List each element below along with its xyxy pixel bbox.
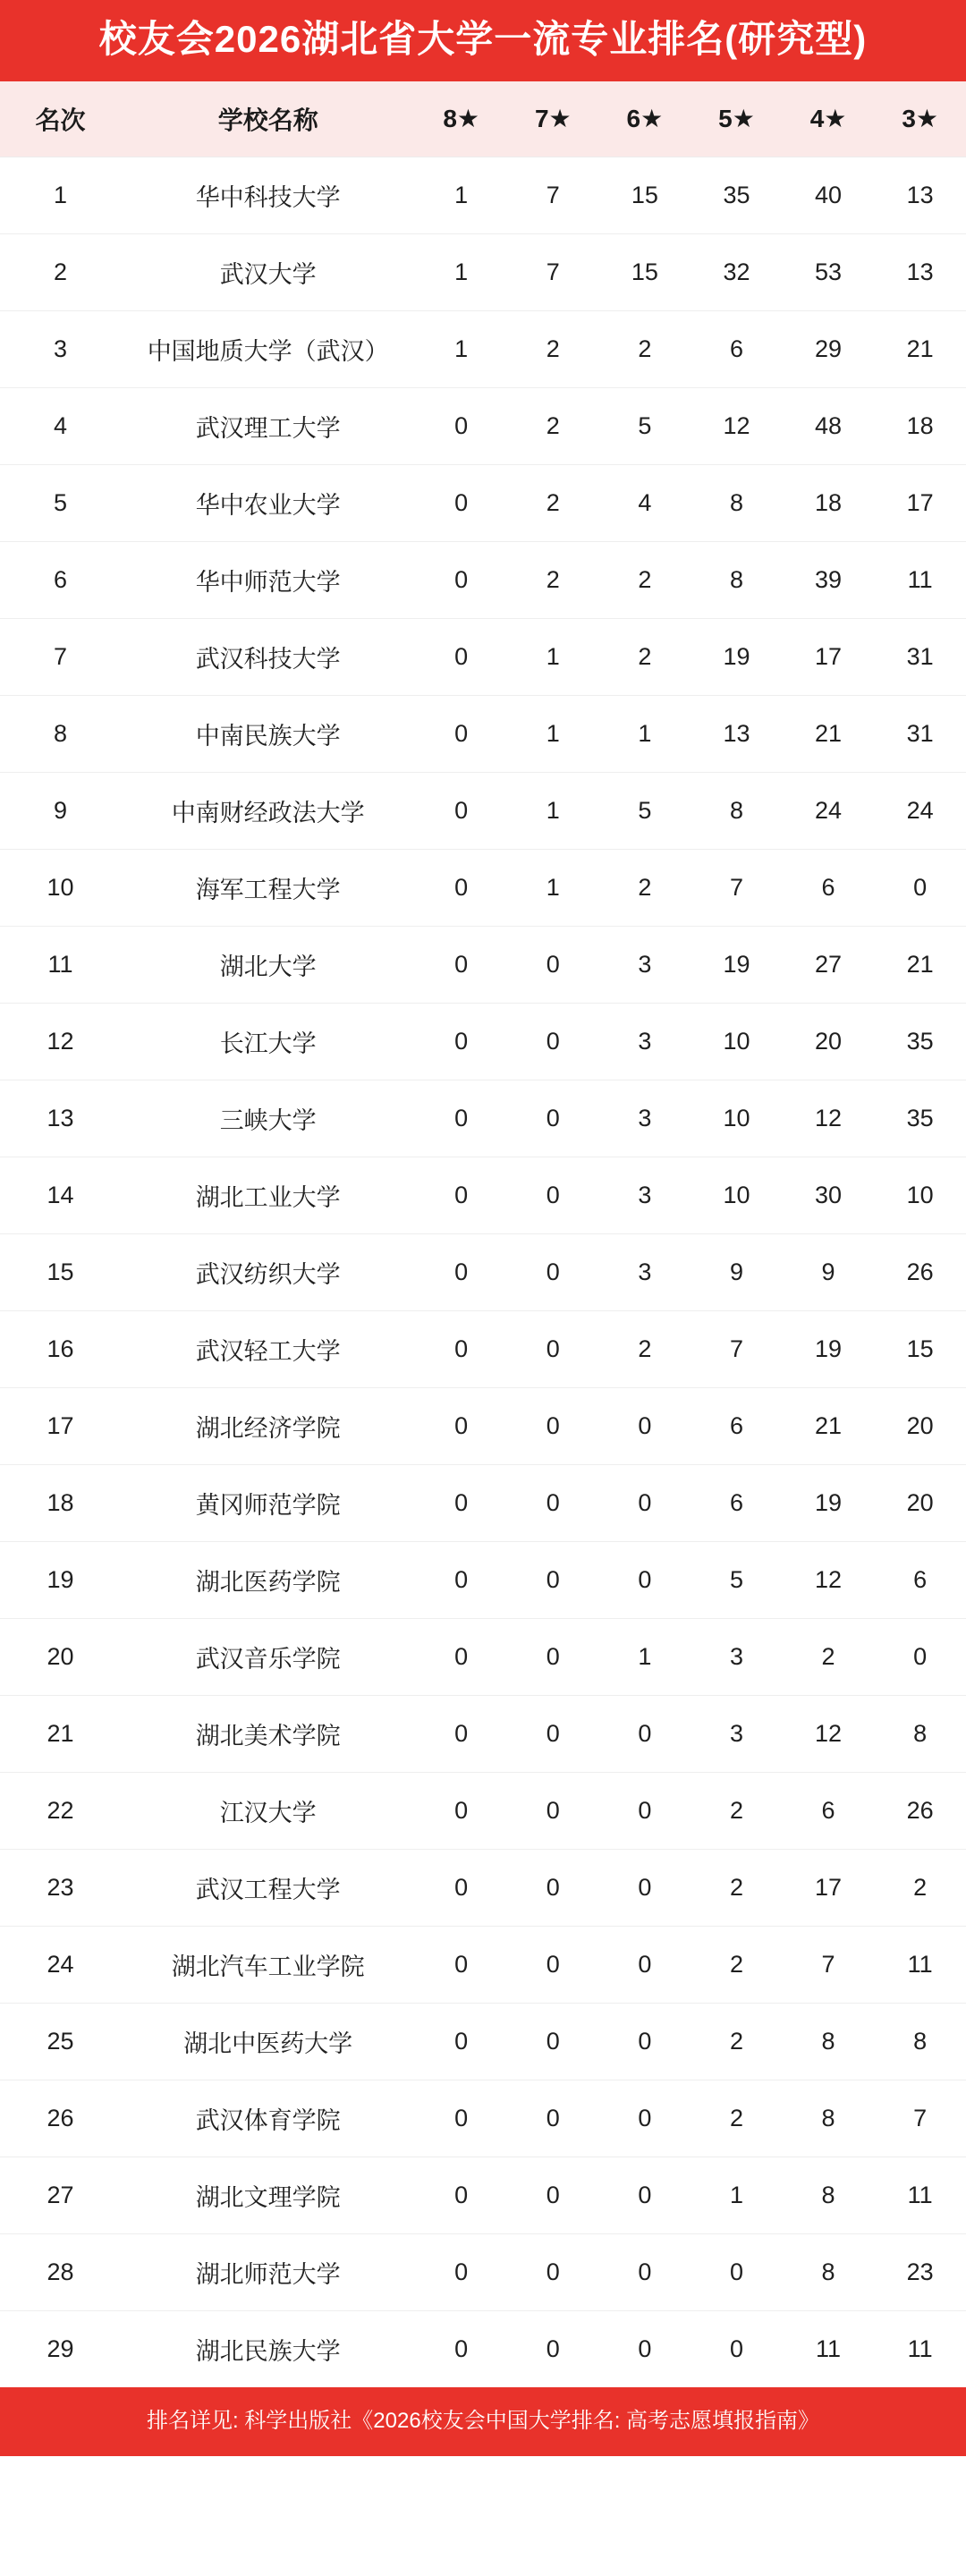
- cell-star6: 2: [599, 849, 691, 926]
- page-title: 校友会2026湖北省大学一流专业排名(研究型): [0, 0, 966, 81]
- cell-star8: 0: [415, 464, 507, 541]
- cell-school: 长江大学: [121, 1003, 415, 1080]
- cell-star5: 7: [691, 849, 783, 926]
- cell-star7: 0: [507, 1618, 599, 1695]
- cell-star3: 18: [874, 387, 966, 464]
- cell-star5: 0: [691, 2233, 783, 2310]
- cell-school: 武汉大学: [121, 233, 415, 310]
- cell-star6: 2: [599, 1310, 691, 1387]
- cell-star7: 2: [507, 541, 599, 618]
- cell-star4: 19: [783, 1464, 875, 1541]
- cell-star3: 0: [874, 1618, 966, 1695]
- cell-rank: 17: [0, 1387, 121, 1464]
- cell-rank: 9: [0, 772, 121, 849]
- cell-star7: 0: [507, 1387, 599, 1464]
- cell-star6: 0: [599, 2003, 691, 2080]
- cell-star8: 0: [415, 772, 507, 849]
- column-header-star7: 7★: [507, 81, 599, 157]
- cell-star7: 0: [507, 1926, 599, 2003]
- cell-rank: 7: [0, 618, 121, 695]
- cell-star8: 0: [415, 1541, 507, 1618]
- cell-star5: 19: [691, 618, 783, 695]
- table-row: [0, 233, 966, 310]
- cell-rank: 10: [0, 849, 121, 926]
- cell-star5: 9: [691, 1233, 783, 1310]
- cell-star5: 35: [691, 157, 783, 233]
- cell-star6: 5: [599, 387, 691, 464]
- cell-star3: 31: [874, 618, 966, 695]
- cell-star6: 3: [599, 1233, 691, 1310]
- cell-rank: 25: [0, 2003, 121, 2080]
- cell-star3: 8: [874, 2003, 966, 2080]
- cell-star6: 0: [599, 1772, 691, 1849]
- cell-star4: 7: [783, 1926, 875, 2003]
- cell-star4: 21: [783, 1387, 875, 1464]
- table-row: [0, 926, 966, 1003]
- cell-rank: 19: [0, 1541, 121, 1618]
- cell-star8: 0: [415, 926, 507, 1003]
- cell-star8: 1: [415, 157, 507, 233]
- cell-star7: 2: [507, 310, 599, 387]
- cell-school: 湖北师范大学: [121, 2233, 415, 2310]
- table-row: [0, 1003, 966, 1080]
- cell-star6: 4: [599, 464, 691, 541]
- cell-rank: 4: [0, 387, 121, 464]
- cell-star7: 0: [507, 1310, 599, 1387]
- cell-star6: 15: [599, 157, 691, 233]
- cell-rank: 22: [0, 1772, 121, 1849]
- cell-school: 中南财经政法大学: [121, 772, 415, 849]
- cell-star7: 0: [546, 2334, 560, 2362]
- column-header-star8: 8★: [415, 81, 507, 157]
- table-row: [0, 1387, 966, 1464]
- cell-school: 海军工程大学: [121, 849, 415, 926]
- cell-star4: 8: [783, 2157, 875, 2233]
- cell-school: 武汉纺织大学: [121, 1233, 415, 1310]
- cell-rank: 26: [0, 2080, 121, 2157]
- cell-school: 湖北中医药大学: [121, 2003, 415, 2080]
- cell-school: 武汉科技大学: [121, 618, 415, 695]
- cell-star3: 17: [874, 464, 966, 541]
- cell-rank: 5: [0, 464, 121, 541]
- cell-school: 湖北汽车工业学院: [121, 1926, 415, 2003]
- cell-star6: 3: [599, 1003, 691, 1080]
- cell-star6: 0: [599, 1849, 691, 1926]
- cell-school: 华中师范大学: [121, 541, 415, 618]
- cell-star5: 12: [691, 387, 783, 464]
- table-row: [0, 464, 966, 541]
- cell-rank: 21: [0, 1695, 121, 1772]
- column-header-star4: 4★: [783, 81, 875, 157]
- cell-star6: 0: [599, 2233, 691, 2310]
- cell-star6: 1: [599, 1618, 691, 1695]
- table-row: [0, 1541, 966, 1618]
- table-row: [0, 387, 966, 464]
- cell-star5: 0: [729, 2334, 743, 2362]
- cell-star8: 0: [415, 1464, 507, 1541]
- cell-star6: 0: [599, 1387, 691, 1464]
- cell-school: 武汉理工大学: [121, 387, 415, 464]
- cell-star5: 8: [691, 464, 783, 541]
- ranking-table: [0, 81, 966, 2387]
- cell-rank: 12: [0, 1003, 121, 1080]
- cell-school: 湖北文理学院: [121, 2157, 415, 2233]
- cell-star8: 0: [415, 387, 507, 464]
- cell-star3: 20: [874, 1464, 966, 1541]
- cell-star8: 1: [415, 233, 507, 310]
- cell-star5: 6: [691, 1387, 783, 1464]
- cell-star6: 0: [599, 1695, 691, 1772]
- cell-star8: 0: [415, 695, 507, 772]
- cell-star6: 3: [599, 926, 691, 1003]
- cell-star5: 10: [691, 1080, 783, 1157]
- cell-rank: 11: [0, 926, 121, 1003]
- table-header-row: [0, 81, 966, 157]
- table-row: [0, 849, 966, 926]
- table-row: [0, 772, 966, 849]
- cell-rank: 1: [0, 157, 121, 233]
- cell-star8: 0: [454, 2334, 469, 2362]
- table-row: [0, 618, 966, 695]
- cell-star5: 8: [691, 541, 783, 618]
- cell-star8: 0: [415, 1849, 507, 1926]
- cell-star8: 0: [415, 2080, 507, 2157]
- table-row: [0, 1233, 966, 1310]
- cell-star6: 0: [599, 2157, 691, 2233]
- cell-star3: 20: [874, 1387, 966, 1464]
- cell-star8: 0: [415, 1772, 507, 1849]
- cell-star4: 48: [783, 387, 875, 464]
- cell-star3: 31: [874, 695, 966, 772]
- cell-rank: 8: [0, 695, 121, 772]
- cell-star7: 1: [507, 618, 599, 695]
- cell-rank: 14: [0, 1157, 121, 1233]
- cell-star8: 0: [415, 1387, 507, 1464]
- cell-star5: 10: [691, 1003, 783, 1080]
- cell-star4: 40: [783, 157, 875, 233]
- cell-star6: 2: [599, 618, 691, 695]
- cell-star7: 0: [507, 2080, 599, 2157]
- cell-star7: 1: [507, 695, 599, 772]
- cell-rank: 16: [0, 1310, 121, 1387]
- cell-rank: 6: [0, 541, 121, 618]
- cell-star8: 0: [415, 1310, 507, 1387]
- cell-star3: 0: [874, 849, 966, 926]
- cell-star4: 8: [783, 2233, 875, 2310]
- cell-school: 中国地质大学（武汉）: [121, 310, 415, 387]
- table-row: [0, 695, 966, 772]
- cell-star7: 0: [507, 1772, 599, 1849]
- cell-school: 湖北经济学院: [121, 1387, 415, 1464]
- column-header-star3: 3★: [874, 81, 966, 157]
- table-body: [0, 157, 966, 2387]
- cell-star3: 7: [874, 2080, 966, 2157]
- cell-star8: 0: [415, 1080, 507, 1157]
- cell-star6: 15: [599, 233, 691, 310]
- table-row: [0, 2003, 966, 2080]
- cell-star8: 0: [415, 2233, 507, 2310]
- cell-star8: 0: [415, 2157, 507, 2233]
- cell-star4: 12: [783, 1541, 875, 1618]
- cell-rank: 24: [0, 1926, 121, 2003]
- cell-rank: 28: [0, 2233, 121, 2310]
- cell-star5: 2: [691, 2080, 783, 2157]
- cell-star3: 35: [874, 1080, 966, 1157]
- cell-star5: 3: [691, 1618, 783, 1695]
- cell-star4: 39: [783, 541, 875, 618]
- cell-rank: 29: [47, 2334, 74, 2362]
- cell-star4: 12: [783, 1695, 875, 1772]
- table-row: [0, 1464, 966, 1541]
- cell-star6: 5: [599, 772, 691, 849]
- cell-rank: 27: [0, 2157, 121, 2233]
- cell-star6: 0: [599, 1464, 691, 1541]
- cell-star4: 20: [783, 1003, 875, 1080]
- cell-star5: 1: [691, 2157, 783, 2233]
- cell-star6: 3: [599, 1157, 691, 1233]
- cell-star7: 0: [507, 1157, 599, 1233]
- cell-star3: 21: [874, 926, 966, 1003]
- cell-star3: 8: [874, 1695, 966, 1772]
- cell-star3: 35: [874, 1003, 966, 1080]
- cell-star7: 2: [507, 464, 599, 541]
- table-row: [0, 2157, 966, 2233]
- cell-star4: 8: [783, 2080, 875, 2157]
- cell-star5: 3: [691, 1695, 783, 1772]
- cell-star3: 6: [874, 1541, 966, 1618]
- cell-school: 武汉轻工大学: [121, 1310, 415, 1387]
- cell-star5: 2: [691, 1772, 783, 1849]
- cell-star7: 0: [507, 1541, 599, 1618]
- cell-star4: 53: [783, 233, 875, 310]
- cell-star3: 11: [907, 2334, 933, 2362]
- cell-star7: 7: [507, 157, 599, 233]
- cell-star4: 17: [783, 618, 875, 695]
- cell-star4: 9: [783, 1233, 875, 1310]
- cell-star8: 0: [415, 2003, 507, 2080]
- cell-star8: 0: [415, 1157, 507, 1233]
- table-row: [0, 1310, 966, 1387]
- cell-star5: 19: [691, 926, 783, 1003]
- cell-school: 黄冈师范学院: [121, 1464, 415, 1541]
- cell-star7: 0: [507, 2233, 599, 2310]
- table-row: [0, 1695, 966, 1772]
- cell-star3: 23: [874, 2233, 966, 2310]
- table-row: [0, 1772, 966, 1849]
- cell-school: 中南民族大学: [121, 695, 415, 772]
- table-row: [0, 1080, 966, 1157]
- table-row: [0, 1926, 966, 2003]
- cell-star7: 0: [507, 2157, 599, 2233]
- cell-school: 湖北工业大学: [121, 1157, 415, 1233]
- cell-star5: 2: [691, 1926, 783, 2003]
- cell-star5: 32: [691, 233, 783, 310]
- cell-star4: 2: [783, 1618, 875, 1695]
- cell-star5: 10: [691, 1157, 783, 1233]
- column-header-star6: 6★: [599, 81, 691, 157]
- cell-star8: 0: [415, 1695, 507, 1772]
- cell-star3: 15: [874, 1310, 966, 1387]
- cell-star3: 21: [874, 310, 966, 387]
- cell-star7: 0: [507, 1003, 599, 1080]
- table-row: [0, 1157, 966, 1233]
- table-row: [0, 157, 966, 233]
- cell-star5: 6: [691, 310, 783, 387]
- cell-star4: 21: [783, 695, 875, 772]
- cell-rank: 13: [0, 1080, 121, 1157]
- cell-rank: 2: [0, 233, 121, 310]
- cell-rank: 15: [0, 1233, 121, 1310]
- cell-star5: 5: [691, 1541, 783, 1618]
- cell-school: 华中科技大学: [121, 157, 415, 233]
- cell-star4: 8: [783, 2003, 875, 2080]
- cell-school: 三峡大学: [121, 1080, 415, 1157]
- cell-star6: 0: [599, 1926, 691, 2003]
- cell-school: 湖北大学: [121, 926, 415, 1003]
- cell-star8: 0: [415, 849, 507, 926]
- cell-star7: 1: [507, 849, 599, 926]
- cell-rank: 18: [0, 1464, 121, 1541]
- cell-school: 华中农业大学: [121, 464, 415, 541]
- column-header-star5: 5★: [691, 81, 783, 157]
- table-row: [0, 2310, 966, 2387]
- table-header: [0, 81, 966, 157]
- cell-school: 湖北医药学院: [121, 1541, 415, 1618]
- cell-star7: 0: [507, 1464, 599, 1541]
- cell-star3: 11: [874, 541, 966, 618]
- cell-star8: 0: [415, 1233, 507, 1310]
- cell-star4: 6: [783, 849, 875, 926]
- cell-star3: 13: [874, 157, 966, 233]
- table-row: [0, 2233, 966, 2310]
- cell-star3: 26: [874, 1772, 966, 1849]
- cell-star5: 8: [691, 772, 783, 849]
- cell-school: 武汉工程大学: [121, 1849, 415, 1926]
- cell-star3: 24: [874, 772, 966, 849]
- cell-star4: 12: [783, 1080, 875, 1157]
- cell-star6: 0: [599, 1541, 691, 1618]
- column-header-school: 学校名称: [121, 81, 415, 157]
- table-row: [0, 310, 966, 387]
- cell-star7: 2: [507, 387, 599, 464]
- cell-star7: 0: [507, 1849, 599, 1926]
- cell-star6: 1: [599, 695, 691, 772]
- cell-star4: 29: [783, 310, 875, 387]
- cell-star5: 13: [691, 695, 783, 772]
- cell-rank: 3: [0, 310, 121, 387]
- cell-star7: 7: [507, 233, 599, 310]
- cell-star7: 0: [507, 1080, 599, 1157]
- cell-rank: 20: [0, 1618, 121, 1695]
- cell-star8: 0: [415, 1926, 507, 2003]
- cell-school: 江汉大学: [121, 1772, 415, 1849]
- cell-star5: 2: [691, 1849, 783, 1926]
- cell-school: 湖北民族大学: [195, 2337, 341, 2365]
- cell-star6: 3: [599, 1080, 691, 1157]
- cell-star6: 2: [599, 310, 691, 387]
- cell-star3: 10: [874, 1157, 966, 1233]
- cell-star8: 0: [415, 1618, 507, 1695]
- cell-star3: 11: [874, 2157, 966, 2233]
- table-row: [0, 2080, 966, 2157]
- cell-school: 武汉体育学院: [121, 2080, 415, 2157]
- cell-star4: 17: [783, 1849, 875, 1926]
- cell-star8: 0: [415, 1003, 507, 1080]
- cell-star4: 27: [783, 926, 875, 1003]
- footer-source-note: 排名详见: 科学出版社《2026校友会中国大学排名: 高考志愿填报指南》: [0, 2387, 966, 2456]
- cell-star3: 2: [874, 1849, 966, 1926]
- column-header-rank: 名次: [0, 81, 121, 157]
- cell-star8: 0: [415, 618, 507, 695]
- cell-star6: 0: [638, 2334, 652, 2362]
- cell-star4: 18: [783, 464, 875, 541]
- cell-school: 武汉音乐学院: [121, 1618, 415, 1695]
- cell-star6: 2: [599, 541, 691, 618]
- cell-school: 湖北美术学院: [121, 1695, 415, 1772]
- cell-star8: 0: [415, 541, 507, 618]
- cell-star4: 11: [816, 2334, 842, 2362]
- cell-star3: 11: [874, 1926, 966, 2003]
- cell-star7: 0: [507, 1233, 599, 1310]
- cell-star3: 26: [874, 1233, 966, 1310]
- cell-star7: 0: [507, 926, 599, 1003]
- cell-star3: 13: [874, 233, 966, 310]
- cell-star7: 1: [507, 772, 599, 849]
- cell-star4: 30: [783, 1157, 875, 1233]
- cell-star5: 2: [691, 2003, 783, 2080]
- cell-star4: 6: [783, 1772, 875, 1849]
- table-row: [0, 1849, 966, 1926]
- cell-star4: 19: [783, 1310, 875, 1387]
- table-row: [0, 1618, 966, 1695]
- cell-star8: 1: [415, 310, 507, 387]
- cell-star7: 0: [507, 2003, 599, 2080]
- cell-star7: 0: [507, 1695, 599, 1772]
- cell-star5: 6: [691, 1464, 783, 1541]
- cell-star6: 0: [599, 2080, 691, 2157]
- cell-star5: 7: [691, 1310, 783, 1387]
- table-row: [0, 541, 966, 618]
- cell-star4: 24: [783, 772, 875, 849]
- cell-rank: 23: [0, 1849, 121, 1926]
